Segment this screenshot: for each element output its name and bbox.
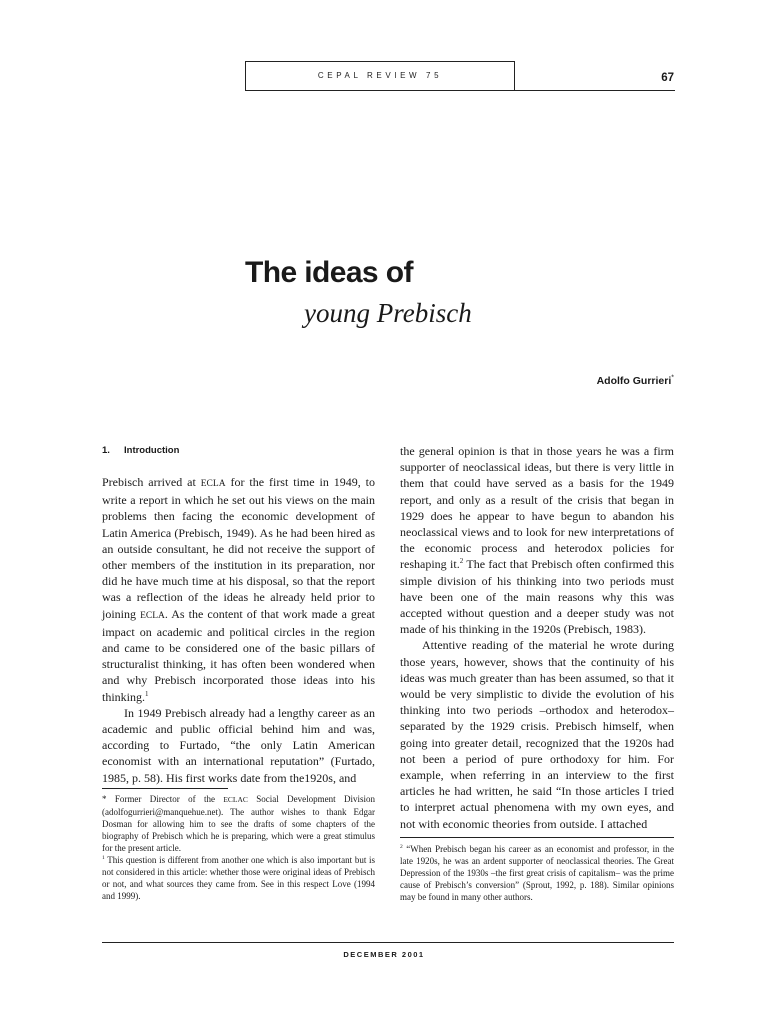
paragraph: Attentive reading of the material he wrote during those years, however, shows that the continuity of his ideas was much greater than has been assumed, so that it would be very simplistic to divide the evolution of his thinking into two periods –orthodox and heterodox– separated by the 1929 crisis. Prebisch himself, when going into greater detail, recognized that the 1920s had not been a period of pure orthodoxy for him. For example, when referring in an interview to the first articles he had written, he said “In those articles I tried to interpret actual phenomena with my own eyes, and not with economic theories from outside. I attached [400,638,674,831]
author-name: Adolfo Gurrieri [596,375,672,387]
paragraph [102,474,375,705]
article-subtitle: young Prebisch [304,298,472,328]
journal-name: CEPAL REVIEW 75 [317,71,443,80]
footnotes-left [102,793,375,902]
article-title: The ideas of [245,256,413,289]
section-number: 1. [102,445,110,456]
text-run: Prebisch arrived at [102,475,201,489]
footnote-ref: 2 [459,557,464,566]
footnote-number: 1 [102,855,105,861]
acronym: ECLA [140,610,165,621]
paragraph [400,443,674,637]
footnote [102,793,375,854]
text-run: . As the content of that work made a great impact on academic and political circles in the region and came to be considered one of the basic pillars of structuralist thinking, it has often been wondered when and why Prebisch incorporated those ideas into his thinking. [102,606,375,704]
left-column [102,474,375,786]
acronym: ECLAC [223,795,248,804]
text-run: * Former Director of the [102,794,224,804]
footnotes-right [400,843,674,903]
author-byline [597,375,674,387]
author-footnote-marker: * [671,374,674,382]
text-run: “When Prebisch began his career as an economist and professor, in the late 1920s, he was an ardent supporter of neoclassical theories. The Great Depression of the 1930s –the first great crisis of capitalism– was the prime cause of Prebisch’s conversion” (Sprout, 1992, p. 188). Similar opinions may be found in many other authors. [400,844,674,902]
footnote [102,854,375,902]
running-header-box [245,61,515,91]
text-run: The fact that Prebisch often confirmed this simple division of his thinking into two periods must have been one of the main reasons why this was accepted without question and a deeper study was not made of his thinking in the 1920s (Prebisch, 1983). [400,557,674,637]
right-column [400,443,674,832]
page-number: 67 [661,72,674,84]
acronym: ECLA [200,479,226,489]
footnote-rule [102,788,228,789]
footer-rule [102,942,674,943]
footnote-rule [400,837,674,838]
footnote [400,843,674,903]
section-heading [102,445,179,456]
footnote-ref: 1 [145,689,149,698]
paragraph: In 1949 Prebisch already had a lengthy career as an academic and public official behind him and was, according to Furtado, “the only Latin American economist with an international reputation” (Furtado, 1985, p. 58). His first works date from the1920s, and [102,705,375,785]
text-run: for the first time in 1949, to write a report in which he set out his views on the main problems then facing the economic development of Latin America (Prebisch, 1949). As he had been hired as an outside consultant, he did not receive the support of other members of the institution in its preparation, nor did he have much time at his disposal, so that the report was a reflection of the ideas he already held prior to joining [102,475,376,621]
text-run: This question is different from another one which is also important but is not considered in this article: whether those were original ideas of Prebisch or not, and what sources they came from. See in this respect Love (1994 and 1999). [102,855,375,901]
header-rule [515,90,675,91]
footer-date: DECEMBER 2001 [343,950,425,959]
text-run: Social Development Division (adolfogurrieri@manquehue.net). The author wishes to thank Edgar Dosman for allowing him to see the drafts of some chapters of the biography of Prebisch which he is preparing, which were a great stimulus for the present article. [102,794,375,853]
section-title: Introduction [124,445,180,456]
text-run: the general opinion is that in those years he was a firm supporter of neoclassical ideas, but there is very little in them that could have served as a basis for the 1949 report, and only as a result of the crisis that began in 1929 does he appear to have begun to abandon his neoclassical views and to look for new interpretations of the economic process and heterodox policies for reshaping it. [400,444,674,572]
footnote-number: 2 [400,844,403,850]
